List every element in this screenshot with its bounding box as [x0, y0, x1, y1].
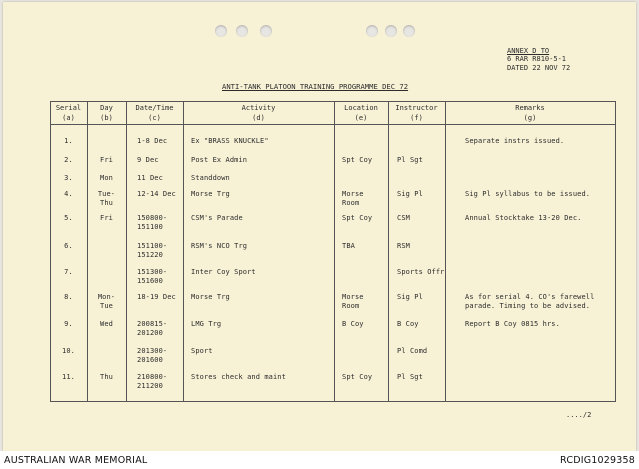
- table-cell-date: 211200: [137, 382, 163, 390]
- table-cell-instructor: Sig Pl: [397, 190, 423, 198]
- footer-id: RCDIG1029358: [560, 455, 635, 466]
- table-cell-date: 9 Dec: [137, 156, 159, 164]
- table-cell-location: Spt Coy: [342, 156, 373, 164]
- table-cell-date: 151300-: [137, 268, 168, 276]
- archive-footer: [0, 451, 639, 469]
- table-cell-instructor: B Coy: [397, 320, 419, 328]
- page-continuation: ..../2: [566, 411, 592, 419]
- punch-hole: [260, 25, 272, 37]
- table-cell-remarks: As for serial 4. CO's farewell: [465, 293, 595, 301]
- column-divider: [334, 101, 335, 401]
- table-cell-location: Room: [342, 302, 360, 310]
- punch-hole: [215, 25, 227, 37]
- table-cell-serial: 5.: [64, 214, 73, 222]
- table-cell-activity: Morse Trg: [191, 190, 230, 198]
- annex-line: 6 RAR R810-5-1: [507, 55, 567, 64]
- table-cell-date: 11 Dec: [137, 174, 163, 182]
- table-cell-day: Mon-: [97, 293, 116, 301]
- table-border-right: [615, 101, 616, 401]
- footer-source: AUSTRALIAN WAR MEMORIAL: [4, 455, 148, 466]
- table-cell-activity: Morse Trg: [191, 293, 230, 301]
- table-cell-day: Thu: [100, 373, 113, 381]
- table-cell-date: 1-8 Dec: [137, 137, 168, 145]
- table-cell-day: Mon: [100, 174, 113, 182]
- column-header: Location: [344, 104, 378, 112]
- table-cell-instructor: Sig Pl: [397, 293, 423, 301]
- punch-hole: [403, 25, 415, 37]
- table-cell-activity: Post Ex Admin: [191, 156, 248, 164]
- column-code: (f): [410, 114, 423, 122]
- table-cell-serial: 4.: [64, 190, 73, 198]
- table-cell-day: Tue: [100, 302, 113, 310]
- table-cell-day: Wed: [100, 320, 113, 328]
- column-divider: [388, 101, 389, 401]
- column-divider: [87, 101, 88, 401]
- table-cell-serial: 6.: [64, 242, 73, 250]
- table-cell-remarks: Report B Coy 0815 hrs.: [465, 320, 560, 328]
- table-cell-location: Spt Coy: [342, 373, 373, 381]
- table-cell-date: 201300-: [137, 347, 168, 355]
- table-cell-activity: CSM's Parade: [191, 214, 243, 222]
- punch-hole: [366, 25, 378, 37]
- table-cell-serial: 11.: [62, 373, 75, 381]
- table-cell-day: Thu: [100, 199, 113, 207]
- column-code: (c): [148, 114, 161, 122]
- table-cell-date: 210800-: [137, 373, 168, 381]
- table-cell-date: 200815-: [137, 320, 168, 328]
- column-divider: [183, 101, 184, 401]
- table-cell-instructor: RSM: [397, 242, 410, 250]
- table-cell-instructor: Pl Sgt: [397, 373, 423, 381]
- table-cell-serial: 7.: [64, 268, 73, 276]
- table-cell-date: 201200: [137, 329, 163, 337]
- column-header: Serial: [55, 104, 82, 112]
- table-cell-date: 12-14 Dec: [137, 190, 176, 198]
- column-header: Date/Time: [135, 104, 174, 112]
- table-cell-activity: RSM's NCO Trg: [191, 242, 248, 250]
- table-cell-date: 151100: [137, 223, 163, 231]
- table-cell-date: 150800-: [137, 214, 168, 222]
- table-cell-location: Morse: [342, 190, 364, 198]
- table-rule-header: [50, 124, 616, 125]
- table-cell-activity: Sport: [191, 347, 213, 355]
- table-cell-instructor: Sports Offr: [397, 268, 445, 276]
- table-cell-date: 151220: [137, 251, 163, 259]
- table-cell-remarks: Separate instrs issued.: [465, 137, 565, 145]
- column-header: Day: [100, 104, 113, 112]
- table-cell-activity: Ex "BRASS KNUCKLE": [191, 137, 269, 145]
- punch-hole: [385, 25, 397, 37]
- column-header: Remarks: [515, 104, 545, 112]
- annex-line: ANNEX D TO: [507, 47, 550, 55]
- table-cell-activity: Inter Coy Sport: [191, 268, 256, 276]
- table-cell-instructor: CSM: [397, 214, 410, 222]
- column-code: (e): [354, 114, 368, 122]
- table-rule-bottom: [50, 401, 616, 402]
- punch-hole: [236, 25, 248, 37]
- table-rule-top: [50, 101, 616, 102]
- table-border-left: [50, 101, 51, 401]
- document-title: ANTI-TANK PLATOON TRAINING PROGRAMME DEC 72: [222, 82, 409, 91]
- table-cell-activity: Standdown: [191, 174, 230, 182]
- table-cell-location: B Coy: [342, 320, 364, 328]
- table-cell-serial: 3.: [64, 174, 73, 182]
- column-code: (g): [523, 114, 537, 122]
- column-code: (d): [252, 114, 265, 122]
- table-cell-date: 151100-: [137, 242, 168, 250]
- table-cell-day: Fri: [100, 214, 113, 222]
- annex-line: DATED 22 NOV 72: [507, 63, 571, 72]
- table-cell-date: 151600: [137, 277, 163, 285]
- annex-reference: [507, 47, 570, 72]
- column-header: Instructor: [395, 104, 438, 112]
- table-cell-serial: 10.: [62, 347, 75, 355]
- column-code: (b): [100, 114, 113, 122]
- table-cell-remarks: Annual Stocktake 13-20 Dec.: [465, 214, 582, 222]
- table-cell-remarks: Sig Pl syllabus to be issued.: [465, 190, 591, 198]
- table-cell-activity: LMG Trg: [191, 320, 222, 328]
- table-cell-serial: 9.: [64, 320, 73, 328]
- table-cell-location: TBA: [342, 242, 355, 250]
- table-cell-serial: 2.: [64, 156, 73, 164]
- table-cell-day: Fri: [100, 156, 113, 164]
- table-cell-date: 201600: [137, 356, 163, 364]
- table-cell-serial: 8.: [64, 293, 73, 301]
- column-header: Activity: [241, 104, 276, 112]
- column-divider: [126, 101, 127, 401]
- column-code: (a): [62, 114, 75, 122]
- table-cell-day: Tue-: [97, 190, 116, 198]
- column-divider: [445, 101, 446, 401]
- table-cell-location: Morse: [342, 293, 364, 301]
- table-cell-serial: 1.: [64, 137, 73, 145]
- table-cell-activity: Stores check and maint: [191, 373, 286, 381]
- table-cell-date: 18-19 Dec: [137, 293, 176, 301]
- table-cell-location: Room: [342, 199, 360, 207]
- table-cell-location: Spt Coy: [342, 214, 373, 222]
- table-cell-instructor: Pl Sgt: [397, 156, 423, 164]
- table-cell-instructor: Pl Comd: [397, 347, 428, 355]
- table-cell-remarks: parade. Timing to be advised.: [465, 302, 591, 310]
